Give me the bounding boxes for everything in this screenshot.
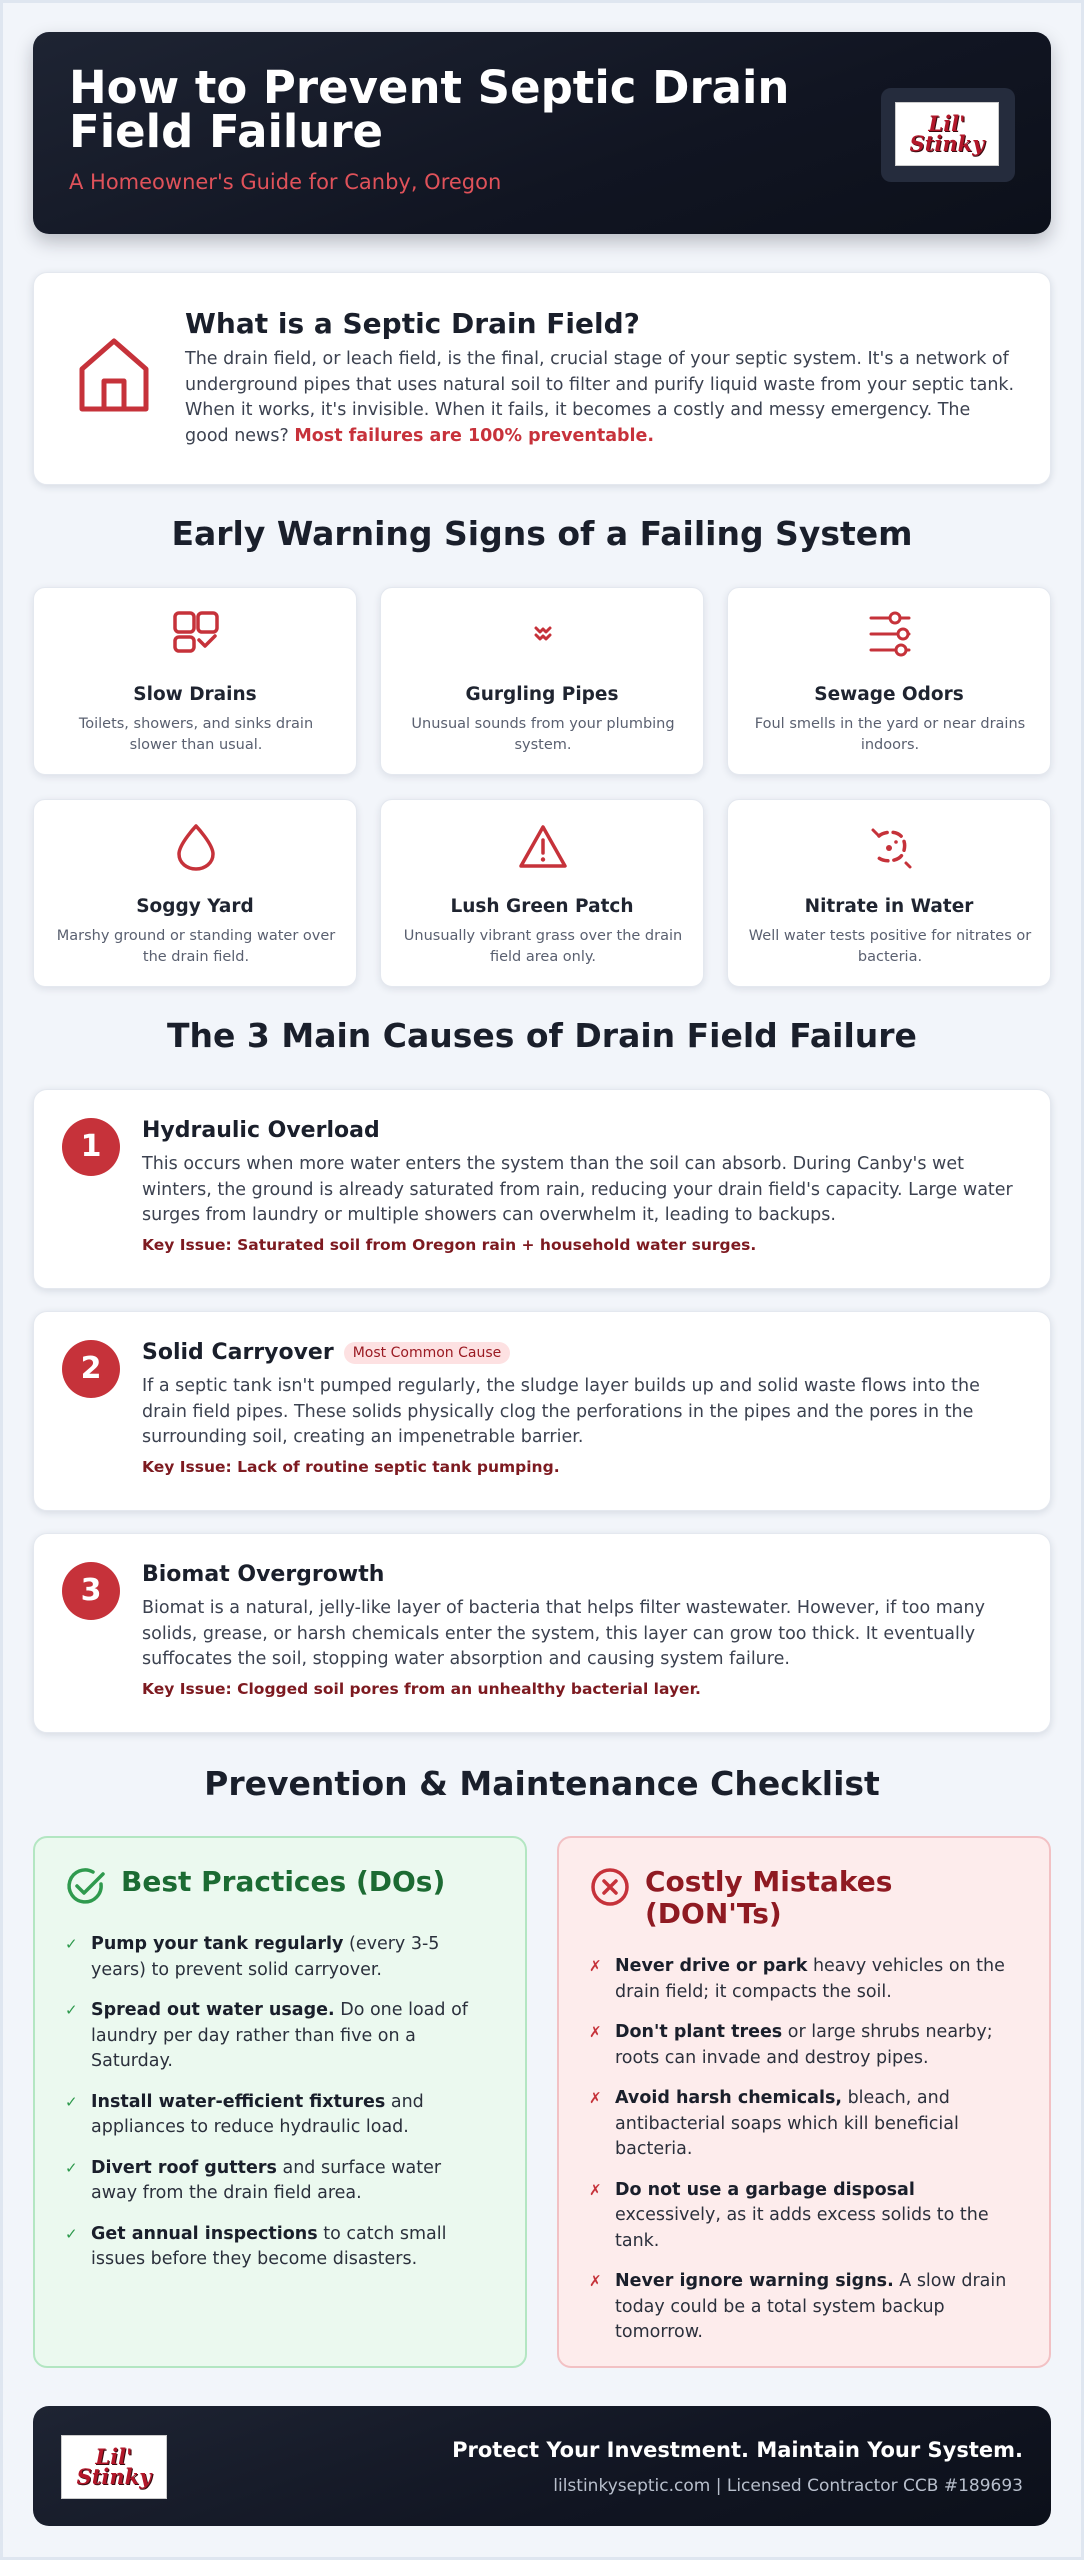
item-text: (every 3-5 years) to prevent solid carryover. [91,1934,440,1980]
intro-highlight: Most failures are 100% preventable. [294,425,655,446]
droplet-icon [171,822,221,872]
checkmark-icon: ✓ [65,2224,78,2243]
page-subtitle: A Homeowner's Guide for Canby, Oregon [69,170,502,194]
cross-mark-icon: ✗ [589,2272,602,2290]
logo-line-2: Stinky [76,2464,152,2489]
sign-desc: Well water tests positive for nitrates or bacteria. [748,928,1032,965]
item-bold: Do not use a garbage disposal [615,2179,915,2200]
page-title: How to Prevent Septic Drain Field Failure [69,61,790,158]
donts-list [589,1954,1009,2361]
intro-card [33,272,1051,485]
logo-line-1: Lil' [95,2444,133,2470]
cause-key-issue: Key Issue: Clogged soil pores from an unhealthy bacterial layer. [142,1680,701,1698]
logo-line-2: Stinky [909,131,985,156]
list-item [65,2090,485,2141]
dos-title: Best Practices (DOs) [121,1865,446,1898]
cause-title [142,1562,384,1587]
house-icon [76,335,152,415]
logo-line-1: Lil' [928,111,966,137]
cause-key-issue: Key Issue: Saturated soil from Oregon rain + household water surges. [142,1236,757,1254]
sign-card-sewage-odors [727,587,1051,775]
cause-card-hydraulic-overload [33,1089,1051,1289]
item-text: or large shrubs nearby; roots can invade and destroy pipes. [615,2022,993,2068]
odor-icon [865,610,915,660]
dos-header [65,1866,445,1908]
sign-title: Slow Drains [133,684,257,705]
sign-title: Gurgling Pipes [465,684,619,705]
sign-title: Nitrate in Water [804,896,974,917]
list-item [65,2222,485,2273]
item-bold: Never ignore warning signs. [615,2271,894,2291]
footer-logo [61,2435,167,2499]
donts-header [589,1866,895,1930]
cause-body: If a septic tank isn't pumped regularly, the sludge layer builds up and solid waste flows into the drain field pipes. These solids physically clog the perforations in the pipes and the pores in the surrounding soil, creating an impenetrable barrier. [142,1376,980,1447]
cause-body: Biomat is a natural, jelly-like layer of bacteria that helps filter wastewater. However, if too many solids, grease, or harsh chemicals enter the system, this layer can grow too thick. It eventually suffocates the soil, stopping water absorption and causing system failure. [142,1598,985,1669]
header-logo-frame [881,88,1015,182]
item-bold: Divert roof gutters [91,2157,277,2178]
causes-heading: The 3 Main Causes of Drain Field Failure [167,1016,917,1055]
sign-card-slow-drains [33,587,357,775]
item-text: bleach, and antibacterial soaps which kill beneficial bacteria. [615,2088,959,2159]
item-bold: Avoid harsh chemicals, [615,2088,843,2108]
list-item [589,2269,1009,2346]
footer-contact[interactable]: lilstinkyseptic.com | Licensed Contractor CCB #189693 [553,2476,1023,2496]
cross-mark-icon: ✗ [589,1957,602,1975]
item-bold: Don't plant trees [615,2022,783,2042]
cross-mark-icon: ✗ [589,2180,602,2199]
header-banner [33,32,1051,234]
sign-title: Lush Green Patch [450,896,634,917]
cause-card-biomat-overgrowth [33,1533,1051,1733]
cause-number-badge: 1 [62,1118,120,1176]
checkmark-icon: ✓ [65,1935,78,1953]
dos-list [65,1932,485,2288]
cause-title-text: Hydraulic Overload [142,1118,380,1143]
checkmark-icon: ✓ [65,2092,78,2111]
dos-column [33,1836,527,2368]
signs-heading: Early Warning Signs of a Failing System [171,514,913,553]
cross-mark-icon: ✗ [589,2023,602,2041]
intro-body-text: The drain field, or leach field, is the final, crucial stage of your septic system. It's a network of underground pipes that uses natural soil to filter and purify liquid waste from your septic tank. When it works, it's invisible. When it fails, it becomes a costly and messy emergency. The good news? [185,349,1015,446]
sign-desc: Unusually vibrant grass over the drain field area only. [403,928,683,965]
item-bold: Get annual inspections [91,2223,318,2244]
footer-banner [33,2406,1051,2526]
donts-title: Costly Mistakes (DON'Ts) [645,1865,893,1930]
cause-body: This occurs when more water enters the system than the soil can absorb. During Canby's wet winters, the ground is already saturated from rain, reducing your drain field's capacity. Large water surges from laundry or multiple showers can overwhelm it, leading to backups. [142,1154,1013,1225]
warning-icon [518,822,568,872]
cause-title-text: Biomat Overgrowth [142,1562,385,1587]
bacteria-icon [865,822,915,872]
list-item [589,2178,1009,2255]
item-text: heavy vehicles on the drain field; it compacts the soil. [615,1956,1005,2002]
sign-desc: Marshy ground or standing water over the drain field. [56,928,336,965]
sign-desc: Unusual sounds from your plumbing system. [411,716,675,753]
sign-card-nitrate-in-water [727,799,1051,987]
cause-title-text: Solid Carryover [142,1340,334,1365]
item-text: A slow drain today could be a total system backup tomorrow. [615,2271,1007,2342]
item-text: and appliances to reduce hydraulic load. [91,2091,424,2137]
item-bold: Install water-efficient fixtures [91,2091,386,2112]
drain-icon [171,610,221,660]
list-item [65,1998,485,2075]
cause-card-solid-carryover [33,1311,1051,1511]
sign-card-soggy-yard [33,799,357,987]
item-text: excessively, as it adds excess solids to the tank. [615,2205,989,2251]
x-circle-icon [589,1866,631,1908]
item-bold: Never drive or park [615,1956,808,1976]
footer-tagline: Protect Your Investment. Maintain Your System. [452,2438,1023,2462]
cause-title [142,1340,510,1365]
sign-title: Soggy Yard [136,896,254,917]
donts-column [557,1836,1051,2368]
sign-desc: Toilets, showers, and sinks drain slower than usual. [78,716,314,753]
sign-card-lush-green-patch [380,799,704,987]
list-item [589,1954,1009,2005]
list-item [589,2020,1009,2071]
cause-title [142,1118,380,1143]
sign-title: Sewage Odors [814,684,964,705]
item-text: Do one load of laundry per day rather than five on a Saturday. [91,2000,468,2071]
intro-body [185,347,1015,449]
item-bold: Spread out water usage. [91,2000,335,2020]
gurgle-icon [518,610,568,660]
lil-stinky-logo [895,102,999,166]
sign-desc: Foul smells in the yard or near drains indoors. [754,716,1026,753]
most-common-badge: Most Common Cause [344,1342,511,1364]
item-text: and surface water away from the drain field area. [91,2157,442,2203]
sign-card-gurgling-pipes [380,587,704,775]
checkmark-icon: ✓ [65,2001,78,2019]
list-item [589,2086,1009,2163]
item-text: to catch small issues before they become disasters. [91,2223,447,2269]
list-item [65,2156,485,2207]
cause-key-issue: Key Issue: Lack of routine septic tank pumping. [142,1458,560,1476]
checklist-heading: Prevention & Maintenance Checklist [204,1764,880,1803]
intro-heading: What is a Septic Drain Field? [185,307,640,340]
item-bold: Pump your tank regularly [91,1934,344,1954]
cause-number-badge: 3 [62,1562,120,1620]
list-item [65,1932,485,1983]
cause-number-badge: 2 [62,1340,120,1398]
cross-mark-icon: ✗ [589,2089,602,2107]
check-circle-icon [65,1866,107,1908]
checkmark-icon: ✓ [65,2158,78,2177]
